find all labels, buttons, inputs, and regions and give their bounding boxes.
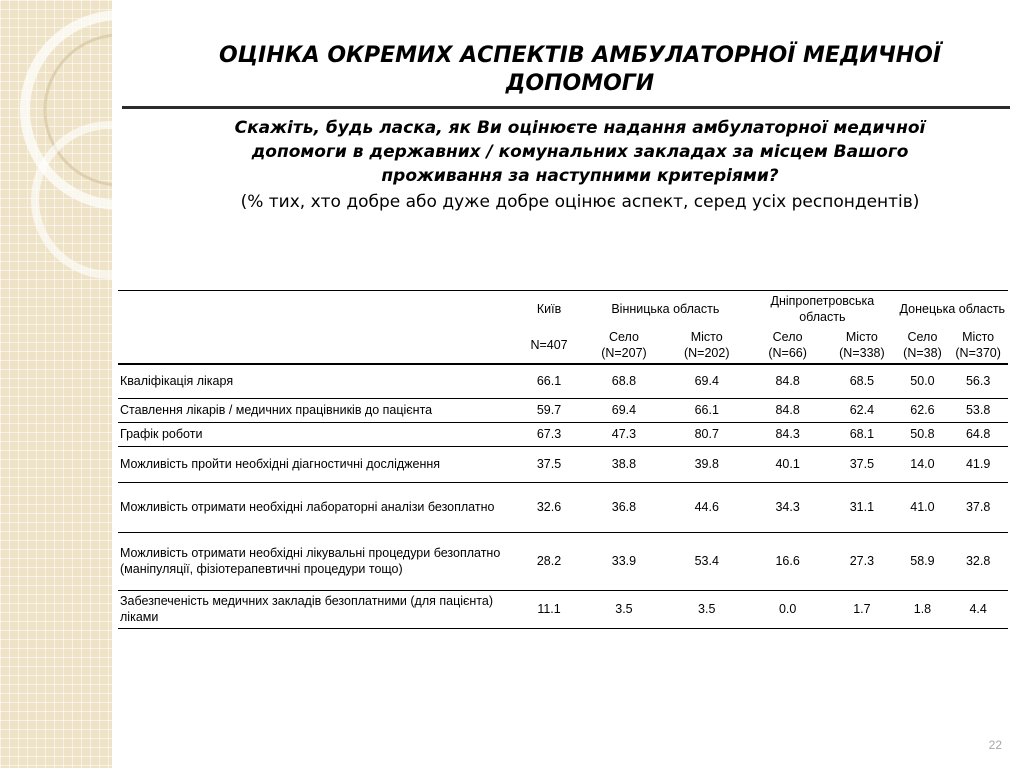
header-empty-cell xyxy=(118,327,516,364)
survey-question: Скажіть, будь ласка, як Ви оцінюєте надання амбулаторної медичної допомоги в державних / комунальних закладах за місцем Вашого проживання за наступними критеріями? xyxy=(234,118,926,186)
table-row xyxy=(118,446,1008,482)
sub-n: (N=207) xyxy=(601,346,647,360)
row-value: 36.8 xyxy=(583,482,666,532)
row-value: 14.0 xyxy=(897,446,949,482)
row-value: 50.8 xyxy=(897,422,949,446)
row-value: 3.5 xyxy=(583,590,666,628)
header-dnipro: Дніпропетровська область xyxy=(748,291,897,328)
row-value: 62.4 xyxy=(827,398,896,422)
sub-n: (N=202) xyxy=(683,346,730,360)
row-value: 64.8 xyxy=(948,422,1008,446)
sub-label: Село xyxy=(907,330,938,344)
row-value: 84.8 xyxy=(748,398,827,422)
row-value: 11.1 xyxy=(516,590,583,628)
row-value: 0.0 xyxy=(748,590,827,628)
row-label: Можливість отримати необхідні лікувальні процедури безоплатно (маніпуляції, фізіотерапевтичні процедури тощо) xyxy=(118,532,516,590)
sub-label: Місто xyxy=(962,330,995,344)
row-value: 68.1 xyxy=(827,422,896,446)
row-value: 80.7 xyxy=(665,422,748,446)
row-value: 27.3 xyxy=(827,532,896,590)
row-value: 32.8 xyxy=(948,532,1008,590)
row-label: Можливість пройти необхідні діагностичні дослідження xyxy=(118,446,516,482)
table-header-row-regions xyxy=(118,291,1008,328)
row-value: 34.3 xyxy=(748,482,827,532)
header-sub xyxy=(897,327,949,364)
row-value: 28.2 xyxy=(516,532,583,590)
row-value: 40.1 xyxy=(748,446,827,482)
header-empty-cell xyxy=(118,291,516,328)
row-value: 56.3 xyxy=(948,364,1008,398)
decorative-rings-graphic xyxy=(0,0,112,768)
row-label: Забезпеченість медичних закладів безоплатними (для пацієнта) ліками xyxy=(118,590,516,628)
row-value: 68.8 xyxy=(583,364,666,398)
decorative-side-strip xyxy=(0,0,112,768)
row-value: 68.5 xyxy=(827,364,896,398)
header-vinnytsia: Вінницька область xyxy=(583,291,749,328)
row-value: 59.7 xyxy=(516,398,583,422)
row-label: Ставлення лікарів / медичних працівників до пацієнта xyxy=(118,398,516,422)
row-value: 37.5 xyxy=(516,446,583,482)
table-row xyxy=(118,482,1008,532)
header-kyiv-n: N=407 xyxy=(516,327,583,364)
row-value: 66.1 xyxy=(516,364,583,398)
sub-label: Село xyxy=(608,330,639,344)
header-sub xyxy=(583,327,666,364)
row-label: Можливість отримати необхідні лабораторні аналізи безоплатно xyxy=(118,482,516,532)
row-value: 37.5 xyxy=(827,446,896,482)
header-sub xyxy=(665,327,748,364)
header-sub xyxy=(827,327,896,364)
header-sub xyxy=(948,327,1008,364)
row-value: 3.5 xyxy=(665,590,748,628)
table-row xyxy=(118,532,1008,590)
sub-n: (N=38) xyxy=(903,346,942,360)
row-value: 47.3 xyxy=(583,422,666,446)
sub-label: Село xyxy=(772,330,803,344)
page-number: 22 xyxy=(988,738,1002,752)
table-row xyxy=(118,422,1008,446)
sub-n: (N=66) xyxy=(768,346,807,360)
header-sub xyxy=(748,327,827,364)
sub-label: Місто xyxy=(690,330,723,344)
row-value: 31.1 xyxy=(827,482,896,532)
row-value: 84.8 xyxy=(748,364,827,398)
row-value: 39.8 xyxy=(665,446,748,482)
row-value: 58.9 xyxy=(897,532,949,590)
row-value: 32.6 xyxy=(516,482,583,532)
table-row xyxy=(118,398,1008,422)
sub-n: (N=338) xyxy=(839,346,885,360)
row-value: 16.6 xyxy=(748,532,827,590)
row-value: 33.9 xyxy=(583,532,666,590)
survey-note: (% тих, хто добре або дуже добре оцінює аспект, серед усіх респондентів) xyxy=(240,192,920,212)
row-value: 69.4 xyxy=(665,364,748,398)
header-donetsk: Донецька область xyxy=(897,291,1008,328)
row-value: 41.9 xyxy=(948,446,1008,482)
row-label: Графік роботи xyxy=(118,422,516,446)
row-value: 62.6 xyxy=(897,398,949,422)
header-kyiv: Київ xyxy=(516,291,583,328)
table-row xyxy=(118,590,1008,628)
sub-n: (N=370) xyxy=(955,346,1001,360)
row-value: 41.0 xyxy=(897,482,949,532)
row-value: 44.6 xyxy=(665,482,748,532)
page-title: ОЦІНКА ОКРЕМИХ АСПЕКТІВ АМБУЛАТОРНОЇ МЕДИЧНОЇ ДОПОМОГИ xyxy=(218,43,942,96)
results-table xyxy=(118,290,1008,629)
row-value: 67.3 xyxy=(516,422,583,446)
row-value: 66.1 xyxy=(665,398,748,422)
row-value: 84.3 xyxy=(748,422,827,446)
row-value: 4.4 xyxy=(948,590,1008,628)
row-value: 1.7 xyxy=(827,590,896,628)
row-value: 53.8 xyxy=(948,398,1008,422)
sub-label: Місто xyxy=(845,330,878,344)
title-divider xyxy=(122,106,1010,109)
row-value: 53.4 xyxy=(665,532,748,590)
table-header-row-subgroups xyxy=(118,327,1008,364)
row-value: 1.8 xyxy=(897,590,949,628)
row-value: 38.8 xyxy=(583,446,666,482)
row-value: 50.0 xyxy=(897,364,949,398)
row-value: 37.8 xyxy=(948,482,1008,532)
row-value: 69.4 xyxy=(583,398,666,422)
table-row xyxy=(118,364,1008,398)
row-label: Кваліфікація лікаря xyxy=(118,364,516,398)
